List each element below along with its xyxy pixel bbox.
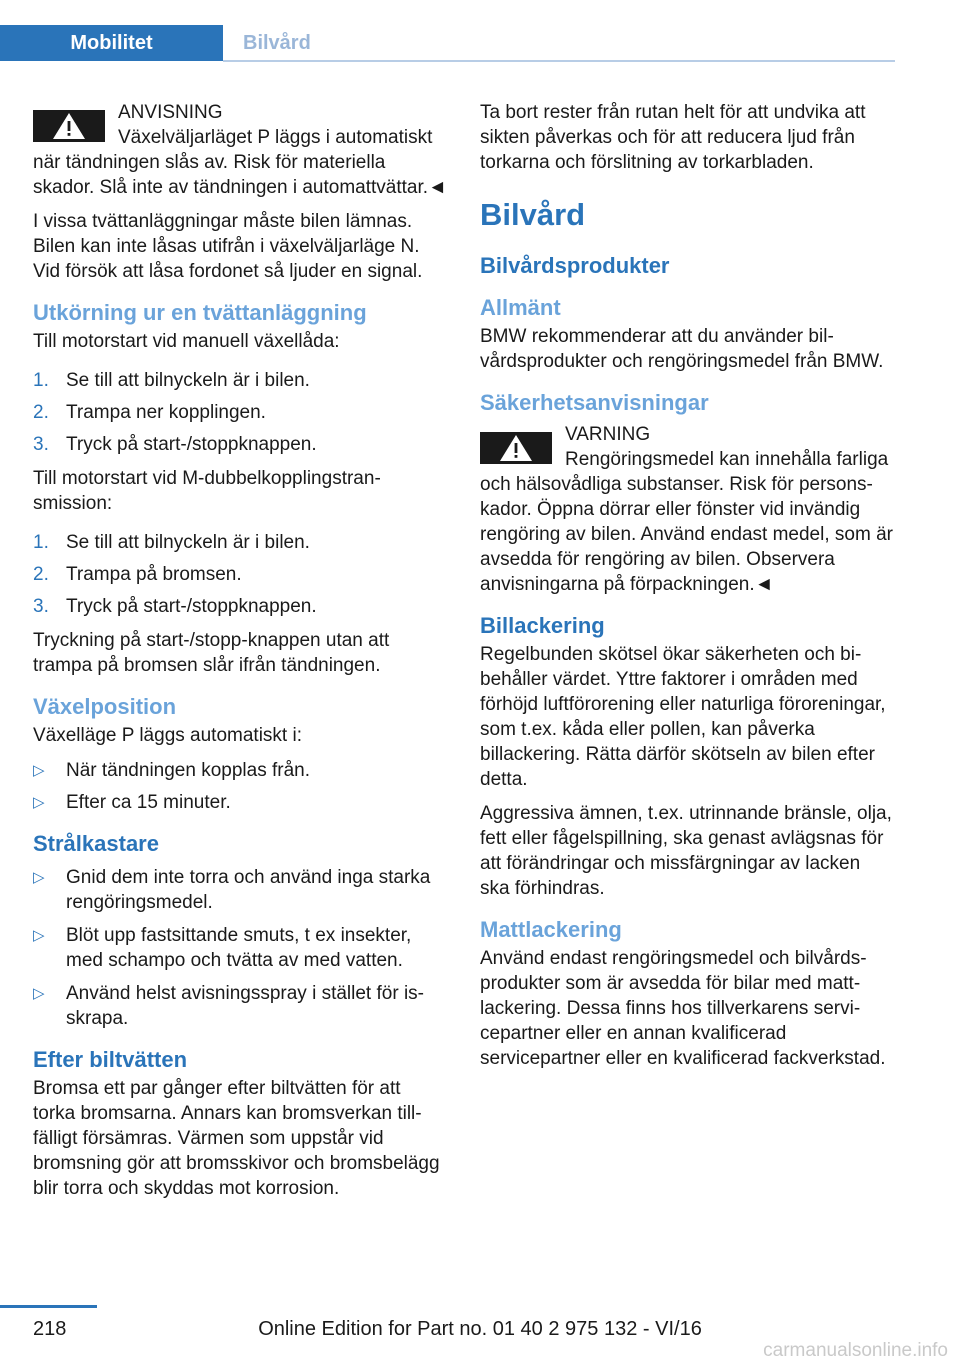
list-item: ▷ Efter ca 15 minuter. [33,792,231,813]
list-item: 3. Tryck på start-/stoppknappen. [33,596,317,617]
list-item: ▷ När tändningen kopplas från. [33,760,310,781]
heading-car-care: Bilvård [480,197,586,232]
watermark: carmanualsonline.info [763,1340,948,1361]
paragraph-paint-care: Regelbunden skötsel ökar säkerheten och bibehåller värdet. Yttre faktorer i områden med förhöjd luftförorening eller naturliga föroreningar, som t.ex. kåda eller pollen, kan påverka billackering. Rätta därför skötseln av bilen efter detta. [480,644,886,790]
notice-title: ANVISNING [118,102,223,123]
paragraph-general: BMW rekommenderar att du använder bilvårdsprodukter och rengöringsmedel från BMW. [480,326,884,372]
notice-text-rest: när tändningen slås av. Risk för materiella skador. Slå inte av tändningen i automattvättar.◄ [33,152,447,198]
paragraph-wiper-residue: Ta bort rester från rutan helt för att undvika att sikten påverkas och för att reducera ljud från torkarna och förslitning av torkarbladen. [480,102,866,173]
warning-text-rest: och hälsovådliga substanser. Risk för personskador. Öppna dörrar eller fönster vid invändig rengöring av bilen. Använd endast medel, som är avsedda för rengöring av bilen. Observera anvisningarna på förpackningen.◄ [480,474,893,595]
warning-title: VARNING [565,424,651,445]
edition-info: Online Edition for Part no. 01 40 2 975 132 - VI/16 [258,1318,702,1340]
paragraph-locking: I vissa tvättanläggningar måste bilen lämnas. Bilen kan inte låsas utifrån i växelväljarläge N. Vid försök att låsa fordonet så ljuder en signal. [33,211,423,282]
paragraph-after-wash: Bromsa ett par gånger efter biltvätten för att torka bromsarna. Annars kan bromsverkan tillfälligt försämras. Värmen som uppstår vid bromsning gör att bromsskivor och bromsbelägg blir torra och skyddas mot korrosion. [33,1078,440,1199]
paragraph-matt-paint: Använd endast rengöringsmedel och bilvårdsprodukter som är avsedda för bilar med mattlackering. Dessa finns hos tillverkarens servicepartner eller en annan kvalificerad servicepartner eller en kvalificerad fackverkstad. [480,948,886,1069]
page-number: 218 [33,1318,67,1340]
paragraph-paint-aggressive: Aggressiva ämnen, t.ex. utrinnande bränsle, olja, fett eller fågelspillning, ska genast avlägsnas för att förändringar och missfärgningar av lacken ska förhindras. [480,803,892,899]
list-mdkg-start [33,530,448,619]
warning-text-first: Rengöringsmedel kan innehålla farliga [565,449,889,470]
list-item: 1. Se till att bilnyckeln är i bilen. [33,370,310,391]
heading-care-products: Bilvårdsprodukter [480,253,670,278]
triangle-bullet-icon: ▷ [33,985,45,1002]
header-tabs [0,0,895,62]
notice-box [33,100,448,200]
warning-triangle-icon [480,432,552,464]
heading-safety: Säkerhetsanvisningar [480,390,709,415]
list-headlights [33,865,448,1031]
heading-headlights: Strålkastare [33,831,159,856]
tab-mobilitet[interactable]: Mobilitet [0,25,223,61]
paragraph-start-stop: Tryckning på start-/stopp-knappen utan att trampa på bromsen slår ifrån tändningen. [33,630,390,676]
list-item: 2. Trampa ner kopplingen. [33,402,266,423]
right-column [480,100,895,1080]
tab-bilvard[interactable]: Bilvård [243,31,311,54]
paragraph-manual-start: Till motorstart vid manuell växellåda: [33,331,340,352]
list-item: 1. Se till att bilnyckeln är i bilen. [33,532,310,553]
heading-gear-position: Växelposition [33,694,177,719]
list-item: 3. Tryck på start-/stoppknappen. [33,434,317,455]
list-gear [33,758,448,815]
tab-underline [223,60,895,62]
heading-general: Allmänt [480,295,561,320]
list-item: ▷ Blöt upp fastsittande smuts, t ex insekter, med schampo och tvätta av med vatten. [33,925,412,971]
triangle-bullet-icon: ▷ [33,762,45,779]
footer-rule [0,1305,97,1308]
left-column [33,100,448,1210]
heading-matt-paint: Mattlackering [480,917,622,942]
notice-text-first: Växelväljarläget P läggs i automatiskt [118,127,433,148]
list-item: ▷ Använd helst avisningsspray i stället för isskrapa. [33,983,424,1029]
triangle-bullet-icon: ▷ [33,869,45,886]
heading-exit-carwash: Utkörning ur en tvättanläggning [33,300,367,325]
warning-box [480,422,895,597]
list-item: 2. Trampa på bromsen. [33,564,242,585]
heading-paint: Billackering [480,613,605,638]
triangle-bullet-icon: ▷ [33,794,45,811]
paragraph-gear: Växelläge P läggs automatiskt i: [33,725,302,746]
paragraph-mdkg-start: Till motorstart vid M-dubbelkopplingstransmission: [33,468,381,514]
triangle-bullet-icon: ▷ [33,927,45,944]
list-manual-start [33,368,448,457]
list-item: ▷ Gnid dem inte torra och använd inga starka rengöringsmedel. [33,867,431,913]
warning-triangle-icon [33,110,105,142]
heading-after-wash: Efter biltvätten [33,1047,188,1072]
